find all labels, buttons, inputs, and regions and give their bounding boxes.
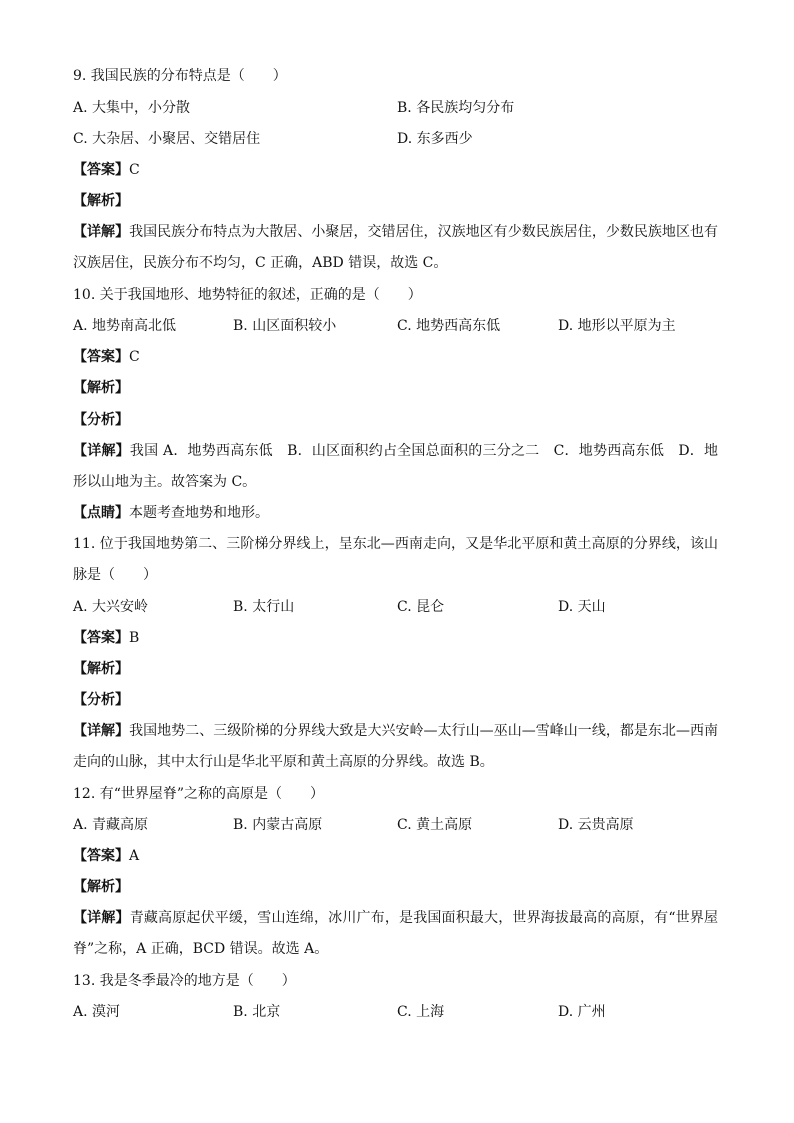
answer-value: B xyxy=(129,630,140,646)
question-11-option-b: B. 太行山 xyxy=(233,599,295,615)
question-10-detail xyxy=(73,436,718,498)
question-10-stem: 10. 关于我国地形、地势特征的叙述，正确的是（ ） xyxy=(73,287,422,303)
detail-tag: 【详解】 xyxy=(73,443,130,459)
analysis-tag: 【解析】 xyxy=(73,661,129,677)
question-9-option-c: C. 大杂居、小聚居、交错居住 xyxy=(73,131,261,147)
question-13-option-a: A. 漠河 xyxy=(73,1004,121,1020)
detail-text: 我国 A．地势西高东低 B．山区面积约占全国总面积的三分之二 C．地势西高东低 D．地形以山地为主。故答案为 C。 xyxy=(73,443,718,490)
answer-tag: 【答案】 xyxy=(73,848,129,864)
question-11-fenxi-tag xyxy=(73,690,129,710)
question-12-option-d: D. 云贵高原 xyxy=(558,817,634,833)
question-13-option-c: C. 上海 xyxy=(397,1004,445,1020)
question-12-stem: 12. 有“世界屋脊”之称的高原是（ ） xyxy=(73,786,325,802)
answer-value: C xyxy=(129,349,140,365)
question-9-option-d: D. 东多西少 xyxy=(397,131,473,147)
question-12-option-b: B. 内蒙古高原 xyxy=(233,817,323,833)
dianjing-text: 本题考查地势和地形。 xyxy=(129,505,269,521)
answer-tag: 【答案】 xyxy=(73,630,129,646)
question-13-option-d: D. 广州 xyxy=(558,1004,606,1020)
question-9-option-a: A. 大集中，小分散 xyxy=(73,100,191,116)
detail-text: 青藏高原起伏平缓，雪山连绵，冰川广布，是我国面积最大，世界海拔最高的高原，有“世界屋脊”之称，A 正确，BCD 错误。故选 A。 xyxy=(73,910,719,957)
question-10-analysis-tag xyxy=(73,378,129,398)
question-11-option-a: A. 大兴安岭 xyxy=(73,599,149,615)
dianjing-tag: 【点睛】 xyxy=(73,505,129,521)
answer-tag: 【答案】 xyxy=(73,162,129,178)
question-10-option-d: D. 地形以平原为主 xyxy=(558,318,676,334)
question-10-option-b: B. 山区面积较小 xyxy=(233,318,337,334)
question-12-option-a: A. 青藏高原 xyxy=(73,817,149,833)
question-12-answer xyxy=(73,846,139,866)
detail-text: 我国地势二、三级阶梯的分界线大致是大兴安岭—太行山—巫山—雪峰山一线，都是东北—西南走向的山脉，其中太行山是华北平原和黄土高原的分界线。故选 B。 xyxy=(73,723,719,770)
analysis-tag: 【解析】 xyxy=(73,193,129,209)
detail-tag: 【详解】 xyxy=(73,224,130,240)
question-10-option-a: A. 地势南高北低 xyxy=(73,318,177,334)
question-11-option-c: C. 昆仑 xyxy=(397,599,445,615)
question-10-fenxi-tag xyxy=(73,410,129,430)
question-12-option-c: C. 黄土高原 xyxy=(397,817,473,833)
question-11-option-d: D. 天山 xyxy=(558,599,606,615)
question-9-stem: 9. 我国民族的分布特点是（ ） xyxy=(73,68,287,84)
detail-tag: 【详解】 xyxy=(73,723,130,739)
question-9-detail xyxy=(73,217,718,279)
question-10-dianjing xyxy=(73,503,269,523)
question-9-answer xyxy=(73,160,140,180)
answer-value: C xyxy=(129,162,140,178)
question-9-option-b: B. 各民族均匀分布 xyxy=(397,100,515,116)
analysis-tag: 【解析】 xyxy=(73,380,129,396)
question-13-option-b: B. 北京 xyxy=(233,1004,281,1020)
fenxi-tag: 【分析】 xyxy=(73,692,129,708)
fenxi-tag: 【分析】 xyxy=(73,412,129,428)
question-11-analysis-tag xyxy=(73,659,129,679)
answer-value: A xyxy=(129,848,140,864)
question-12-detail xyxy=(73,903,718,965)
detail-tag: 【详解】 xyxy=(73,910,130,926)
question-10-option-c: C. 地势西高东低 xyxy=(397,318,501,334)
answer-tag: 【答案】 xyxy=(73,349,129,365)
question-11-stem: 11. 位于我国地势第二、三阶梯分界线上，呈东北—西南走向，又是华北平原和黄土高原的分界线，该山脉是（ ） xyxy=(73,536,718,583)
question-11-detail xyxy=(73,716,718,778)
question-11-answer xyxy=(73,628,139,648)
question-9-analysis-tag xyxy=(73,191,129,211)
analysis-tag: 【解析】 xyxy=(73,879,129,895)
question-12-analysis-tag xyxy=(73,877,129,897)
question-10-answer xyxy=(73,347,140,367)
detail-text: 我国民族分布特点为大散居、小聚居，交错居住，汉族地区有少数民族居住，少数民族地区也有汉族居住，民族分布不均匀，C 正确，ABD 错误，故选 C。 xyxy=(73,224,719,271)
question-13-stem: 13. 我是冬季最冷的地方是（ ） xyxy=(73,973,296,989)
